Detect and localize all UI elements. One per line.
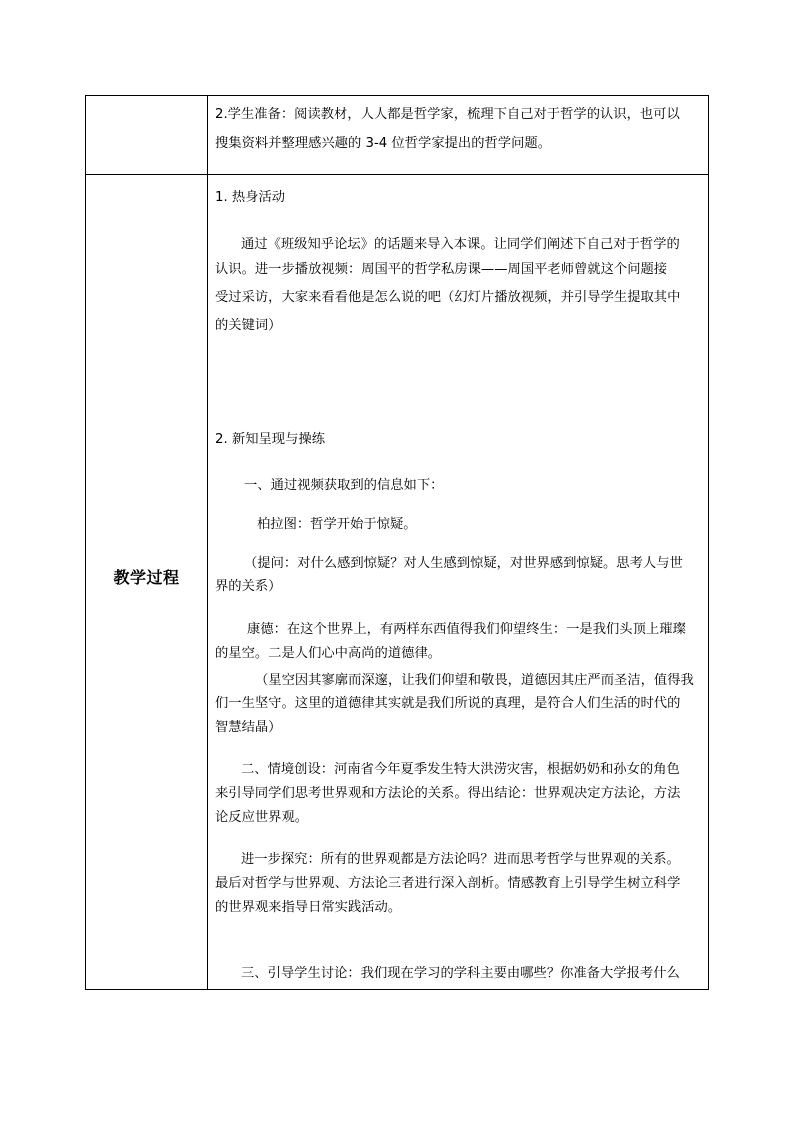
section-heading: 2. 新知呈现与操练 <box>215 432 325 447</box>
text-line: （星空因其寥廓而深邃，让我们仰望和敬畏，道德因其庄严而圣洁，值得我 <box>255 673 694 688</box>
text-line: （提问：对什么感到惊疑？对人生感到惊疑，对世界感到惊疑。思考人与世 <box>244 556 683 571</box>
text-line: 进一步探究：所有的世界观都是方法论吗？进而思考哲学与世界观的关系。 <box>241 852 680 867</box>
text-line: 界的关系） <box>215 579 282 594</box>
text-line: 2.学生准备：阅读教材，人人都是哲学家，梳理下自己对于哲学的认识，也可以 <box>215 107 680 122</box>
text-line: 康德：在这个世界上，有两样东西值得我们仰望终生：一是我们头顶上璀璨 <box>247 622 686 637</box>
text-line: 的星空。二是人们心中高尚的道德律。 <box>215 646 442 661</box>
text-line: 最后对哲学与世界观、方法论三者进行深入剖析。情感教育上引导学生树立科学 <box>215 876 681 891</box>
text-line: 认识。进一步播放视频：周国平的哲学私房课——周国平老师曾就这个问题接 <box>215 262 668 277</box>
text-line: 通过《班级知乎论坛》的话题来导入本课。让同学们阐述下自己对于哲学的 <box>241 237 680 252</box>
row-divider <box>86 174 708 175</box>
text-line: 搜集资料并整理感兴趣的 3-4 位哲学家提出的哲学问题。 <box>215 136 551 151</box>
text-line: 的世界观来指导日常实践活动。 <box>215 900 402 915</box>
text-line: 的关键词） <box>215 318 282 333</box>
text-line: 柏拉图：哲学开始于惊疑。 <box>257 517 417 532</box>
section-heading: 1. 热身活动 <box>215 190 286 205</box>
text-line: 一、通过视频获取到的信息如下： <box>244 478 444 493</box>
text-line: 三、引导学生讨论：我们现在学习的学科主要由哪些？你准备大学报考什么 <box>241 966 680 981</box>
text-line: 智慧结晶） <box>215 720 282 735</box>
lesson-plan-table <box>85 95 709 990</box>
text-line: 论反应世界观。 <box>215 810 309 825</box>
text-line: 来引导同学们思考世界观和方法论的关系。得出结论：世界观决定方法论，方法 <box>215 786 681 801</box>
text-line: 们一生坚守。这里的道德律其实就是我们所说的真理，是符合人们生活的时代的 <box>215 696 681 711</box>
teaching-process-label: 教学过程 <box>113 568 180 587</box>
text-line: 二、情境创设：河南省今年夏季发生特大洪涝灾害，根据奶奶和孙女的角色 <box>241 762 680 777</box>
text-line: 受过采访，大家来看看他是怎么说的吧（幻灯片播放视频，并引导学生提取其中 <box>215 290 681 305</box>
column-divider <box>207 96 208 989</box>
